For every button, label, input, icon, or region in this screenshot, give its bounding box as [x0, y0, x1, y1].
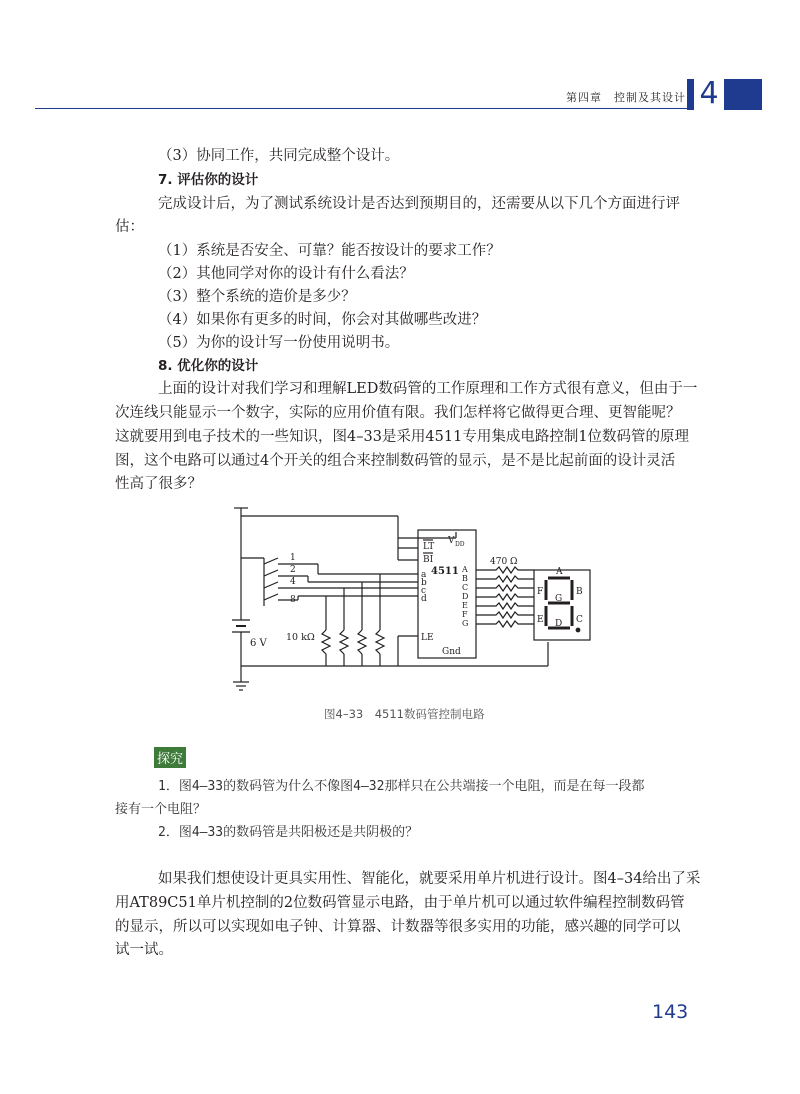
explore-question-1-cont: 接有一个电阻？ — [115, 802, 207, 817]
paragraph-optimize-4: 图，这个电路可以通过4个开关的组合来控制数码管的显示，是不是比起前面的设计灵活 — [115, 453, 676, 469]
chip-gnd-label: Gnd — [442, 647, 461, 657]
series-resistor-icon — [476, 567, 534, 627]
battery-icon — [232, 620, 250, 632]
paragraph-optimize-1: 上面的设计对我们学习和理解LED数码管的工作原理和工作方式很有意义，但由于一 — [158, 381, 698, 397]
switch-icon — [264, 558, 418, 600]
segment-label-e: E — [537, 615, 544, 625]
heading-evaluate: 7. 评估你的设计 — [158, 172, 259, 188]
circuit-diagram — [228, 502, 608, 698]
chip-name: 4511 — [431, 566, 459, 577]
closing-paragraph-1: 如果我们想使设计更具实用性、智能化，就要采用单片机进行设计。图4–34给出了采 — [158, 871, 701, 887]
chip-output-g: G — [462, 619, 469, 628]
series-resistor-label: 470 Ω — [490, 557, 518, 567]
paragraph-optimize-2: 次连线只能显示一个数字，实际的应用价值有限。我们怎样将它做得更合理、更智能呢？ — [115, 405, 681, 421]
chip-input-a: a — [421, 570, 427, 580]
chapter-number: 4 — [694, 77, 724, 110]
paragraph-evaluate-cont: 估： — [115, 219, 144, 235]
chip-vdd-label: V — [448, 536, 455, 546]
explore-tag: 探究 — [154, 747, 186, 768]
chip-vdd-subscript: DD — [455, 541, 465, 548]
chip-output-b: B — [462, 574, 468, 583]
chip-output-a: A — [462, 565, 468, 574]
chip-input-b: b — [421, 578, 427, 588]
eval-item-4: （4）如果你有更多的时间，你会对其做哪些改进？ — [158, 312, 487, 328]
heading-optimize: 8. 优化你的设计 — [158, 358, 259, 374]
segment-label-c: C — [576, 615, 583, 625]
chip-le-label: LE — [421, 633, 434, 643]
ground-top-icon — [234, 508, 248, 516]
chip-output-e: E — [462, 601, 468, 610]
chip-output-f: F — [462, 610, 468, 619]
segment-label-g: G — [555, 594, 563, 604]
paragraph-optimize-3: 这就要用到电子技术的一些知识，图4–33是采用4511专用集成电路控制1位数码管的原理 — [115, 429, 690, 445]
segment-label-b: B — [576, 587, 583, 597]
item-3-cooperate: （3）协同工作，共同完成整个设计。 — [158, 148, 400, 164]
chapter-label: 第四章 控制及其设计 — [566, 91, 686, 104]
chip-input-c: c — [421, 586, 427, 596]
paragraph-optimize-5: 性高了很多？ — [115, 476, 202, 492]
chip-bi-label: BI — [423, 555, 434, 565]
paragraph-evaluate: 完成设计后，为了测试系统设计是否达到预期目的，还需要从以下几个方面进行评 — [158, 196, 680, 212]
segment-label-f: F — [537, 587, 544, 597]
closing-paragraph-2: 用AT89C51单片机控制的2位数码管显示电路，由于单片机可以通过软件编程控制数码管 — [115, 895, 685, 911]
header-rule — [35, 108, 687, 109]
chip-lt-label: LT — [423, 542, 435, 552]
closing-paragraph-3: 的显示，所以可以实现如电子钟、计算器、计数器等很多实用的功能，感兴趣的同学可以 — [115, 919, 681, 935]
eval-item-3: （3）整个系统的造价是多少？ — [158, 289, 356, 305]
closing-paragraph-4: 试一试。 — [115, 942, 173, 958]
segment-label-d: D — [555, 619, 563, 629]
decimal-point-icon — [576, 628, 580, 632]
chip-output-c: C — [462, 583, 469, 592]
eval-item-5: （5）为你的设计写一份使用说明书。 — [158, 335, 400, 351]
chip-output-d: D — [462, 592, 469, 601]
pulldown-resistor-label: 10 kΩ — [286, 632, 315, 643]
switch-label-4: 4 — [290, 577, 296, 587]
switch-label-2: 2 — [290, 565, 296, 575]
figure-caption: 图4–33 4511数码管控制电路 — [324, 707, 485, 721]
chip-input-d: d — [421, 594, 427, 604]
battery-label: 6 V — [250, 638, 267, 649]
explore-question-1: 1．图4–33的数码管为什么不像图4–32那样只在公共端接一个电阻，而是在每一段都 — [158, 779, 645, 794]
eval-item-1: （1）系统是否安全、可靠？能否按设计的要求工作？ — [158, 243, 501, 259]
segment-label-a: A — [556, 567, 563, 577]
eval-item-2: （2）其他同学对你的设计有什么看法？ — [158, 266, 414, 282]
switch-label-1: 1 — [290, 553, 296, 563]
page-number: 143 — [652, 1001, 689, 1023]
explore-question-2: 2．图4–33的数码管是共阳极还是共阴极的？ — [158, 825, 419, 840]
switch-label-8: 8 — [290, 595, 296, 605]
ground-bottom-icon — [233, 682, 249, 690]
